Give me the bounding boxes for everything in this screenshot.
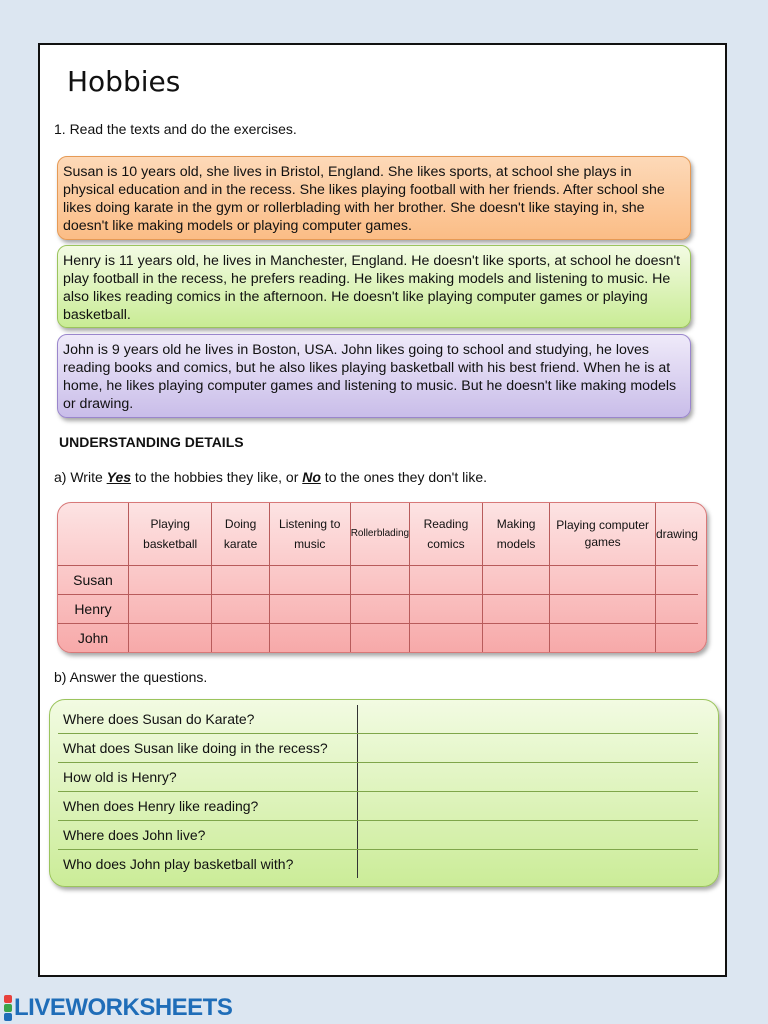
- header-playing-basketball: Playing basketball: [129, 503, 212, 566]
- header-rollerblading: Rollerblading: [350, 503, 409, 566]
- yes-word: Yes: [106, 469, 132, 485]
- worksheet-page: [38, 43, 727, 977]
- answer-cell[interactable]: [655, 566, 698, 595]
- text-henry: Henry is 11 years old, he lives in Manchester, England. He doesn't like sports, at school he doesn't play football in the recess, he prefers reading. He likes making models and listening to music. He also likes reading comics in the afternoon. He doesn't like playing computer games or playing basketball.: [57, 245, 691, 328]
- answer-cell[interactable]: [269, 566, 350, 595]
- answer-cell[interactable]: [655, 595, 698, 624]
- no-word: No: [302, 469, 321, 485]
- question-row: [58, 763, 698, 792]
- logo-squares-icon: [4, 995, 12, 1021]
- questions-box: [49, 699, 719, 887]
- question-row: [58, 821, 698, 850]
- answer-cell[interactable]: [550, 566, 656, 595]
- answer-field[interactable]: [358, 792, 699, 821]
- question-row: [58, 705, 698, 734]
- page-title: Hobbies: [67, 65, 181, 98]
- section-heading: UNDERSTANDING DETAILS: [59, 434, 244, 450]
- header-reading-comics: Reading comics: [410, 503, 483, 566]
- logo-square-blue: [4, 1013, 12, 1021]
- answer-cell[interactable]: [482, 566, 550, 595]
- answer-field[interactable]: [358, 734, 699, 763]
- table-row: [58, 624, 698, 653]
- answer-cell[interactable]: [410, 595, 483, 624]
- header-doing-karate: Doing karate: [212, 503, 269, 566]
- answer-cell[interactable]: [482, 595, 550, 624]
- part-a-middle: to the hobbies they like, or: [131, 469, 303, 485]
- row-name-susan: Susan: [58, 566, 129, 595]
- answer-cell[interactable]: [212, 624, 269, 653]
- header-drawing: drawing: [655, 503, 698, 566]
- table-row: [58, 595, 698, 624]
- header-making-models: Making models: [482, 503, 550, 566]
- question-text: What does Susan like doing in the recess?: [58, 734, 358, 763]
- instruction-text: 1. Read the texts and do the exercises.: [54, 121, 297, 137]
- logo-square-green: [4, 1004, 12, 1012]
- logo-square-red: [4, 995, 12, 1003]
- answer-field[interactable]: [358, 763, 699, 792]
- text-john: John is 9 years old he lives in Boston, USA. John likes going to school and studying, he loves reading books and comics, but he also likes playing basketball with his best friend. When he is at home, he likes playing computer games and listening to music. But he doesn't like making models or drawing.: [57, 334, 691, 418]
- answer-cell[interactable]: [410, 624, 483, 653]
- answer-cell[interactable]: [350, 566, 409, 595]
- liveworksheets-logo[interactable]: [4, 993, 232, 1023]
- row-name-john: John: [58, 624, 129, 653]
- hobbies-table: [58, 503, 698, 652]
- answer-cell[interactable]: [129, 566, 212, 595]
- answer-cell[interactable]: [350, 624, 409, 653]
- question-text: When does Henry like reading?: [58, 792, 358, 821]
- answer-cell[interactable]: [212, 595, 269, 624]
- part-a-instruction: [54, 469, 487, 485]
- questions-table: [58, 705, 698, 878]
- header-listening-to-music: Listening to music: [269, 503, 350, 566]
- answer-cell[interactable]: [550, 624, 656, 653]
- question-text: Where does Susan do Karate?: [58, 705, 358, 734]
- answer-cell[interactable]: [212, 566, 269, 595]
- answer-field[interactable]: [358, 821, 699, 850]
- table-row: [58, 566, 698, 595]
- table-header-row: [58, 503, 698, 566]
- part-b-label: b) Answer the questions.: [54, 669, 208, 685]
- question-row: [58, 850, 698, 879]
- text-susan: Susan is 10 years old, she lives in Bristol, England. She likes sports, at school she plays in physical education and in the recess. She likes playing football with her friends. After school she likes doing karate in the gym or rollerblading with her brother. She doesn't like staying in, she doesn't like making models or playing computer games.: [57, 156, 691, 240]
- answer-cell[interactable]: [550, 595, 656, 624]
- answer-cell[interactable]: [655, 624, 698, 653]
- part-a-suffix: to the ones they don't like.: [320, 469, 488, 485]
- header-playing-computer-games: Playing computer games: [550, 503, 656, 566]
- answer-cell[interactable]: [410, 566, 483, 595]
- question-row: [58, 792, 698, 821]
- question-row: [58, 734, 698, 763]
- answer-cell[interactable]: [269, 595, 350, 624]
- answer-cell[interactable]: [129, 624, 212, 653]
- row-name-henry: Henry: [58, 595, 129, 624]
- table-corner-cell: [58, 503, 129, 566]
- answer-cell[interactable]: [350, 595, 409, 624]
- part-a-prefix: a) Write: [54, 469, 107, 485]
- answer-field[interactable]: [358, 705, 699, 734]
- answer-cell[interactable]: [269, 624, 350, 653]
- question-text: Who does John play basketball with?: [63, 856, 294, 872]
- question-text: How old is Henry?: [58, 763, 358, 792]
- answer-field[interactable]: [358, 850, 699, 879]
- hobbies-table-box: [57, 502, 707, 653]
- question-text: Where does John live?: [58, 821, 358, 850]
- logo-text: LIVEWORKSHEETS: [14, 994, 233, 1021]
- answer-cell[interactable]: [482, 624, 550, 653]
- answer-cell[interactable]: [129, 595, 212, 624]
